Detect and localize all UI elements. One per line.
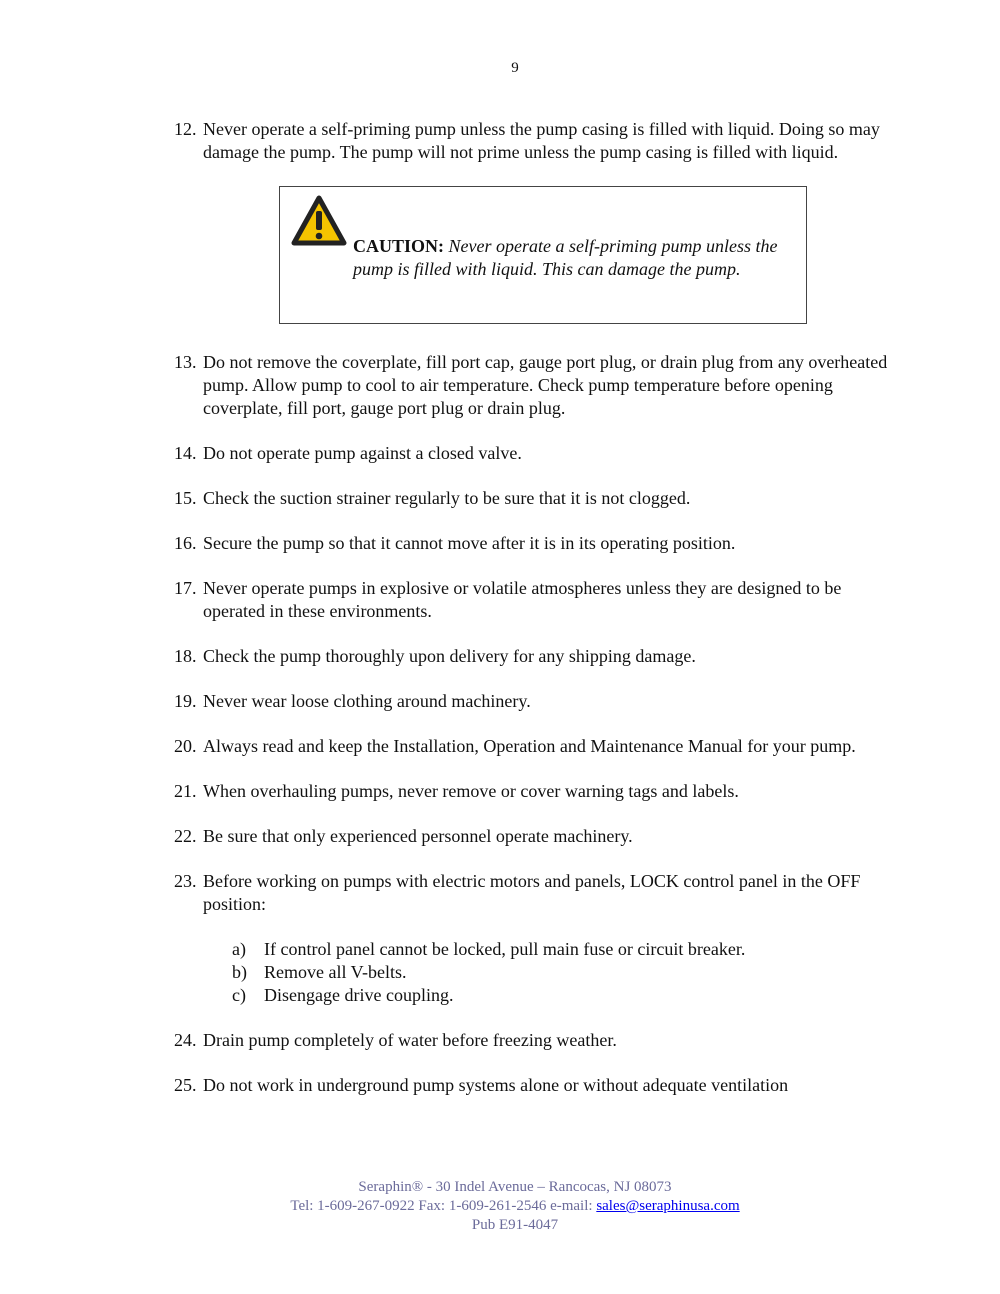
item-text: Never operate a self-priming pump unless the pump casing is filled with liquid. Doing so may damage the pump. The pump will not prime unless the pump casing is filled with liquid.	[203, 119, 880, 162]
item-number: 18.	[174, 646, 197, 666]
item-number: 25.	[174, 1075, 197, 1095]
list-item-18	[174, 645, 894, 668]
item-text: Do not operate pump against a closed valve.	[203, 443, 522, 463]
item-text: Before working on pumps with electric motors and panels, LOCK control panel in the OFF position:	[203, 871, 861, 914]
list-item-15	[174, 487, 894, 510]
caution-label: CAUTION:	[353, 236, 445, 256]
item-number: 15.	[174, 488, 197, 508]
sub-list-item-b	[232, 961, 894, 984]
warning-triangle-icon	[291, 195, 347, 247]
sub-item-letter: a)	[232, 939, 246, 959]
footer-contact	[0, 1197, 1000, 1216]
caution-body: Never operate a self-priming pump unless the pump is filled with liquid. This can damage the pump.	[353, 236, 778, 279]
item-text: Check the pump thoroughly upon delivery for any shipping damage.	[203, 646, 696, 666]
sub-item-text: If control panel cannot be locked, pull main fuse or circuit breaker.	[264, 939, 746, 959]
sub-item-text: Remove all V-belts.	[264, 962, 407, 982]
item-number: 14.	[174, 443, 197, 463]
safety-instructions-list	[174, 118, 894, 1097]
footer-publication-number: Pub E91-4047	[471, 1217, 559, 1233]
item-number: 21.	[174, 781, 197, 801]
lockout-sub-list	[203, 938, 894, 1007]
item-text: Never wear loose clothing around machinery.	[203, 691, 531, 711]
item-text: Always read and keep the Installation, Operation and Maintenance Manual for your pump.	[203, 736, 856, 756]
list-item-17	[174, 577, 894, 623]
list-item-16	[174, 532, 894, 555]
caution-message	[353, 235, 803, 281]
item-number: 22.	[174, 826, 197, 846]
item-number: 20.	[174, 736, 197, 756]
footer-phone-fax: Tel: 1-609-267-0922 Fax: 1-609-261-2546 e-mail:	[290, 1198, 597, 1214]
item-number: 12.	[174, 119, 197, 139]
list-item-14	[174, 442, 894, 465]
list-item-21	[174, 780, 894, 803]
item-number: 23.	[174, 871, 197, 891]
list-item-23	[174, 870, 894, 1007]
email-link[interactable]: sales@seraphinusa.com	[596, 1198, 740, 1214]
item-text: Do not work in underground pump systems alone or without adequate ventilation	[203, 1075, 789, 1095]
sub-list-item-a	[232, 938, 894, 961]
list-item-25	[174, 1074, 894, 1097]
item-number: 16.	[174, 533, 197, 553]
list-item-19	[174, 690, 894, 713]
footer-address: Seraphin® - 30 Indel Avenue – Rancocas, NJ 08073	[358, 1179, 672, 1195]
page-number: 9	[511, 60, 519, 76]
item-text: Never operate pumps in explosive or volatile atmospheres unless they are designed to be operated in these environments.	[203, 578, 842, 621]
item-number: 19.	[174, 691, 197, 711]
sub-list-item-c	[232, 984, 894, 1007]
list-item-24	[174, 1029, 894, 1052]
list-item-13	[174, 351, 894, 420]
item-number: 13.	[174, 352, 197, 372]
item-text: Do not remove the coverplate, fill port cap, gauge port plug, or drain plug from any overheated pump. Allow pump to cool to air temperature. Check pump temperature before opening coverplate, fill port, gauge port plug or drain plug.	[203, 352, 888, 418]
list-item-12	[174, 118, 894, 164]
list-item-22	[174, 825, 894, 848]
sub-item-text: Disengage drive coupling.	[264, 985, 454, 1005]
item-text: When overhauling pumps, never remove or cover warning tags and labels.	[203, 781, 739, 801]
item-text: Drain pump completely of water before freezing weather.	[203, 1030, 617, 1050]
sub-item-letter: c)	[232, 985, 246, 1005]
page-footer	[0, 1178, 1000, 1235]
item-text: Be sure that only experienced personnel operate machinery.	[203, 826, 633, 846]
sub-item-letter: b)	[232, 962, 247, 982]
item-number: 24.	[174, 1030, 197, 1050]
item-text: Check the suction strainer regularly to be sure that it is not clogged.	[203, 488, 691, 508]
item-text: Secure the pump so that it cannot move after it is in its operating position.	[203, 533, 736, 553]
item-number: 17.	[174, 578, 197, 598]
list-item-20	[174, 735, 894, 758]
caution-box	[279, 186, 807, 324]
